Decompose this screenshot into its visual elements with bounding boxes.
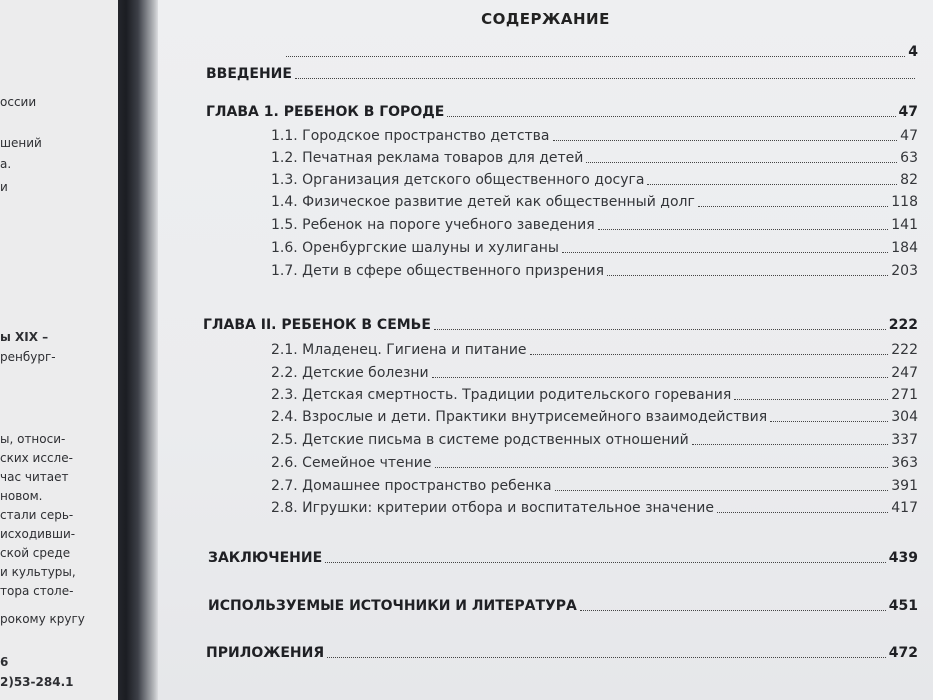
toc-page-number: 82 (900, 172, 918, 188)
toc-entry-label: 1.7. Дети в сфере общественного призрения (271, 263, 605, 279)
toc-page-number: 472 (888, 645, 918, 661)
left-page-text-line: шений (0, 136, 42, 150)
left-page-text-line: стали серь- (0, 508, 74, 522)
toc-page-number: 337 (891, 432, 918, 448)
toc-page-number: 203 (891, 263, 918, 279)
left-page-text-line: 6 (0, 655, 9, 669)
toc-entry-label: 2.1. Младенец. Гигиена и питание (271, 342, 527, 358)
toc-entry-label: ЗАКЛЮЧЕНИЕ (208, 550, 323, 566)
toc-entry-label: 1.3. Организация детского общественного досуга (271, 172, 645, 188)
toc-section-row (271, 455, 918, 471)
toc-leader-dots (555, 490, 889, 491)
toc-page-number: 304 (891, 409, 918, 425)
toc-leader-dots (770, 421, 888, 422)
toc-leader-dots (325, 562, 886, 563)
toc-page-number: 118 (891, 194, 918, 210)
left-page-text-line: ы XIX – (0, 330, 49, 344)
toc-chapter-row (206, 645, 918, 661)
toc-section-row (271, 240, 918, 256)
toc-chapter-row (208, 550, 918, 566)
toc-leader-dots (647, 184, 897, 185)
toc-page-number: 184 (891, 240, 918, 256)
contents-page (158, 0, 933, 700)
toc-entry-label: 2.7. Домашнее пространство ребенка (271, 478, 552, 494)
toc-page-number: 222 (891, 342, 918, 358)
toc-section-row (271, 194, 918, 210)
left-page-text-line: ской среде (0, 546, 71, 560)
toc-leader-dots (435, 467, 889, 468)
toc-section-row (271, 365, 918, 381)
toc-entry-label: 2.8. Игрушки: критерии отбора и воспитательное значение (271, 500, 715, 516)
left-page-text-line: ы, относи- (0, 432, 66, 446)
toc-entry-label: 1.4. Физическое развитие детей как общественный долг (271, 194, 695, 210)
left-page-text-line: час читает (0, 470, 69, 484)
toc-page-number: 417 (891, 500, 918, 516)
toc-page-number: 47 (898, 104, 918, 120)
toc-leader-dots (692, 444, 889, 445)
toc-entry-label: ГЛАВА 1. РЕБЕНОК В ГОРОДЕ (206, 104, 445, 120)
toc-leader-dots (607, 275, 888, 276)
toc-entry-label: 2.6. Семейное чтение (271, 455, 432, 471)
toc-section-row (271, 409, 918, 425)
toc-section-row (271, 263, 918, 279)
toc-leader-dots (580, 610, 886, 611)
toc-chapter-row (203, 317, 918, 333)
toc-leader-dots (717, 512, 888, 513)
toc-leader-dots (586, 162, 897, 163)
left-page-text-line: и (0, 180, 8, 194)
toc-title: СОДЕРЖАНИЕ (481, 10, 610, 28)
toc-page-number: 63 (900, 150, 918, 166)
toc-entry-label: 1.6. Оренбургские шалуны и хулиганы (271, 240, 559, 256)
toc-leader-dots (698, 206, 888, 207)
toc-section-row (271, 387, 918, 403)
toc-page-number: 439 (888, 550, 918, 566)
left-page-text-line: а. (0, 157, 12, 171)
toc-page-number: 47 (900, 128, 918, 144)
left-page-text-line: тора столе- (0, 584, 74, 598)
toc-leader-dots (327, 657, 886, 658)
toc-entry-label: 1.5. Ребенок на пороге учебного заведения (271, 217, 595, 233)
toc-page-number: 451 (888, 598, 918, 614)
toc-entry-label: 2.2. Детские болезни (271, 365, 429, 381)
left-page-text-line: ских иссле- (0, 451, 73, 465)
toc-entry-label: ПРИЛОЖЕНИЯ (206, 645, 325, 661)
toc-section-row (271, 478, 918, 494)
toc-entry-label: 1.2. Печатная реклама товаров для детей (271, 150, 584, 166)
toc-chapter-row (283, 44, 918, 60)
toc-section-row (271, 172, 918, 188)
toc-page-number: 247 (891, 365, 918, 381)
left-page-text-line: 2)53-284.1 (0, 675, 74, 689)
left-page-text-line: рокому кругу (0, 612, 85, 626)
toc-leader-dots (553, 140, 898, 141)
left-page-text-line: исходивши- (0, 527, 76, 541)
toc-chapter-row (206, 104, 918, 120)
toc-leader-dots (434, 329, 886, 330)
left-page-fragment (0, 0, 118, 700)
toc-entry-label: ГЛАВА II. РЕБЕНОК В СЕМЬЕ (203, 317, 431, 333)
toc-chapter-row (206, 66, 918, 82)
left-page-text-line: оссии (0, 95, 37, 109)
left-page-text-line: ренбург- (0, 350, 56, 364)
toc-section-row (271, 432, 918, 448)
toc-section-row (271, 217, 918, 233)
toc-entry-label: 2.4. Взрослые и дети. Практики внутрисемейного взаимодействия (271, 409, 768, 425)
toc-leader-dots (562, 252, 888, 253)
left-page-text-line: новом. (0, 489, 43, 503)
toc-page-number: 222 (888, 317, 918, 333)
toc-section-row (271, 500, 918, 516)
toc-entry-label: 1.1. Городское пространство детства (271, 128, 550, 144)
toc-leader-dots (530, 354, 889, 355)
toc-page-number: 271 (891, 387, 918, 403)
book-spine (118, 0, 158, 700)
toc-section-row (271, 128, 918, 144)
toc-leader-dots (734, 399, 888, 400)
toc-leader-dots (598, 229, 889, 230)
toc-entry-label: ВВЕДЕНИЕ (206, 66, 292, 82)
toc-entry-label: 2.3. Детская смертность. Традиции родительского горевания (271, 387, 732, 403)
toc-leader-dots (432, 377, 889, 378)
toc-entry-label: ИСПОЛЬЗУЕМЫЕ ИСТОЧНИКИ И ЛИТЕРАТУРА (208, 598, 577, 614)
toc-section-row (271, 342, 918, 358)
left-page-text-line: и культуры, (0, 565, 76, 579)
toc-page-number: 363 (891, 455, 918, 471)
toc-page-number: 141 (891, 217, 918, 233)
toc-entry-label: 2.5. Детские письма в системе родственных отношений (271, 432, 689, 448)
toc-page-number: 4 (908, 44, 918, 60)
toc-leader-dots (295, 78, 915, 79)
toc-page-number: 391 (891, 478, 918, 494)
toc-leader-dots (286, 56, 905, 57)
toc-leader-dots (447, 116, 895, 117)
toc-chapter-row (208, 598, 918, 614)
toc-section-row (271, 150, 918, 166)
